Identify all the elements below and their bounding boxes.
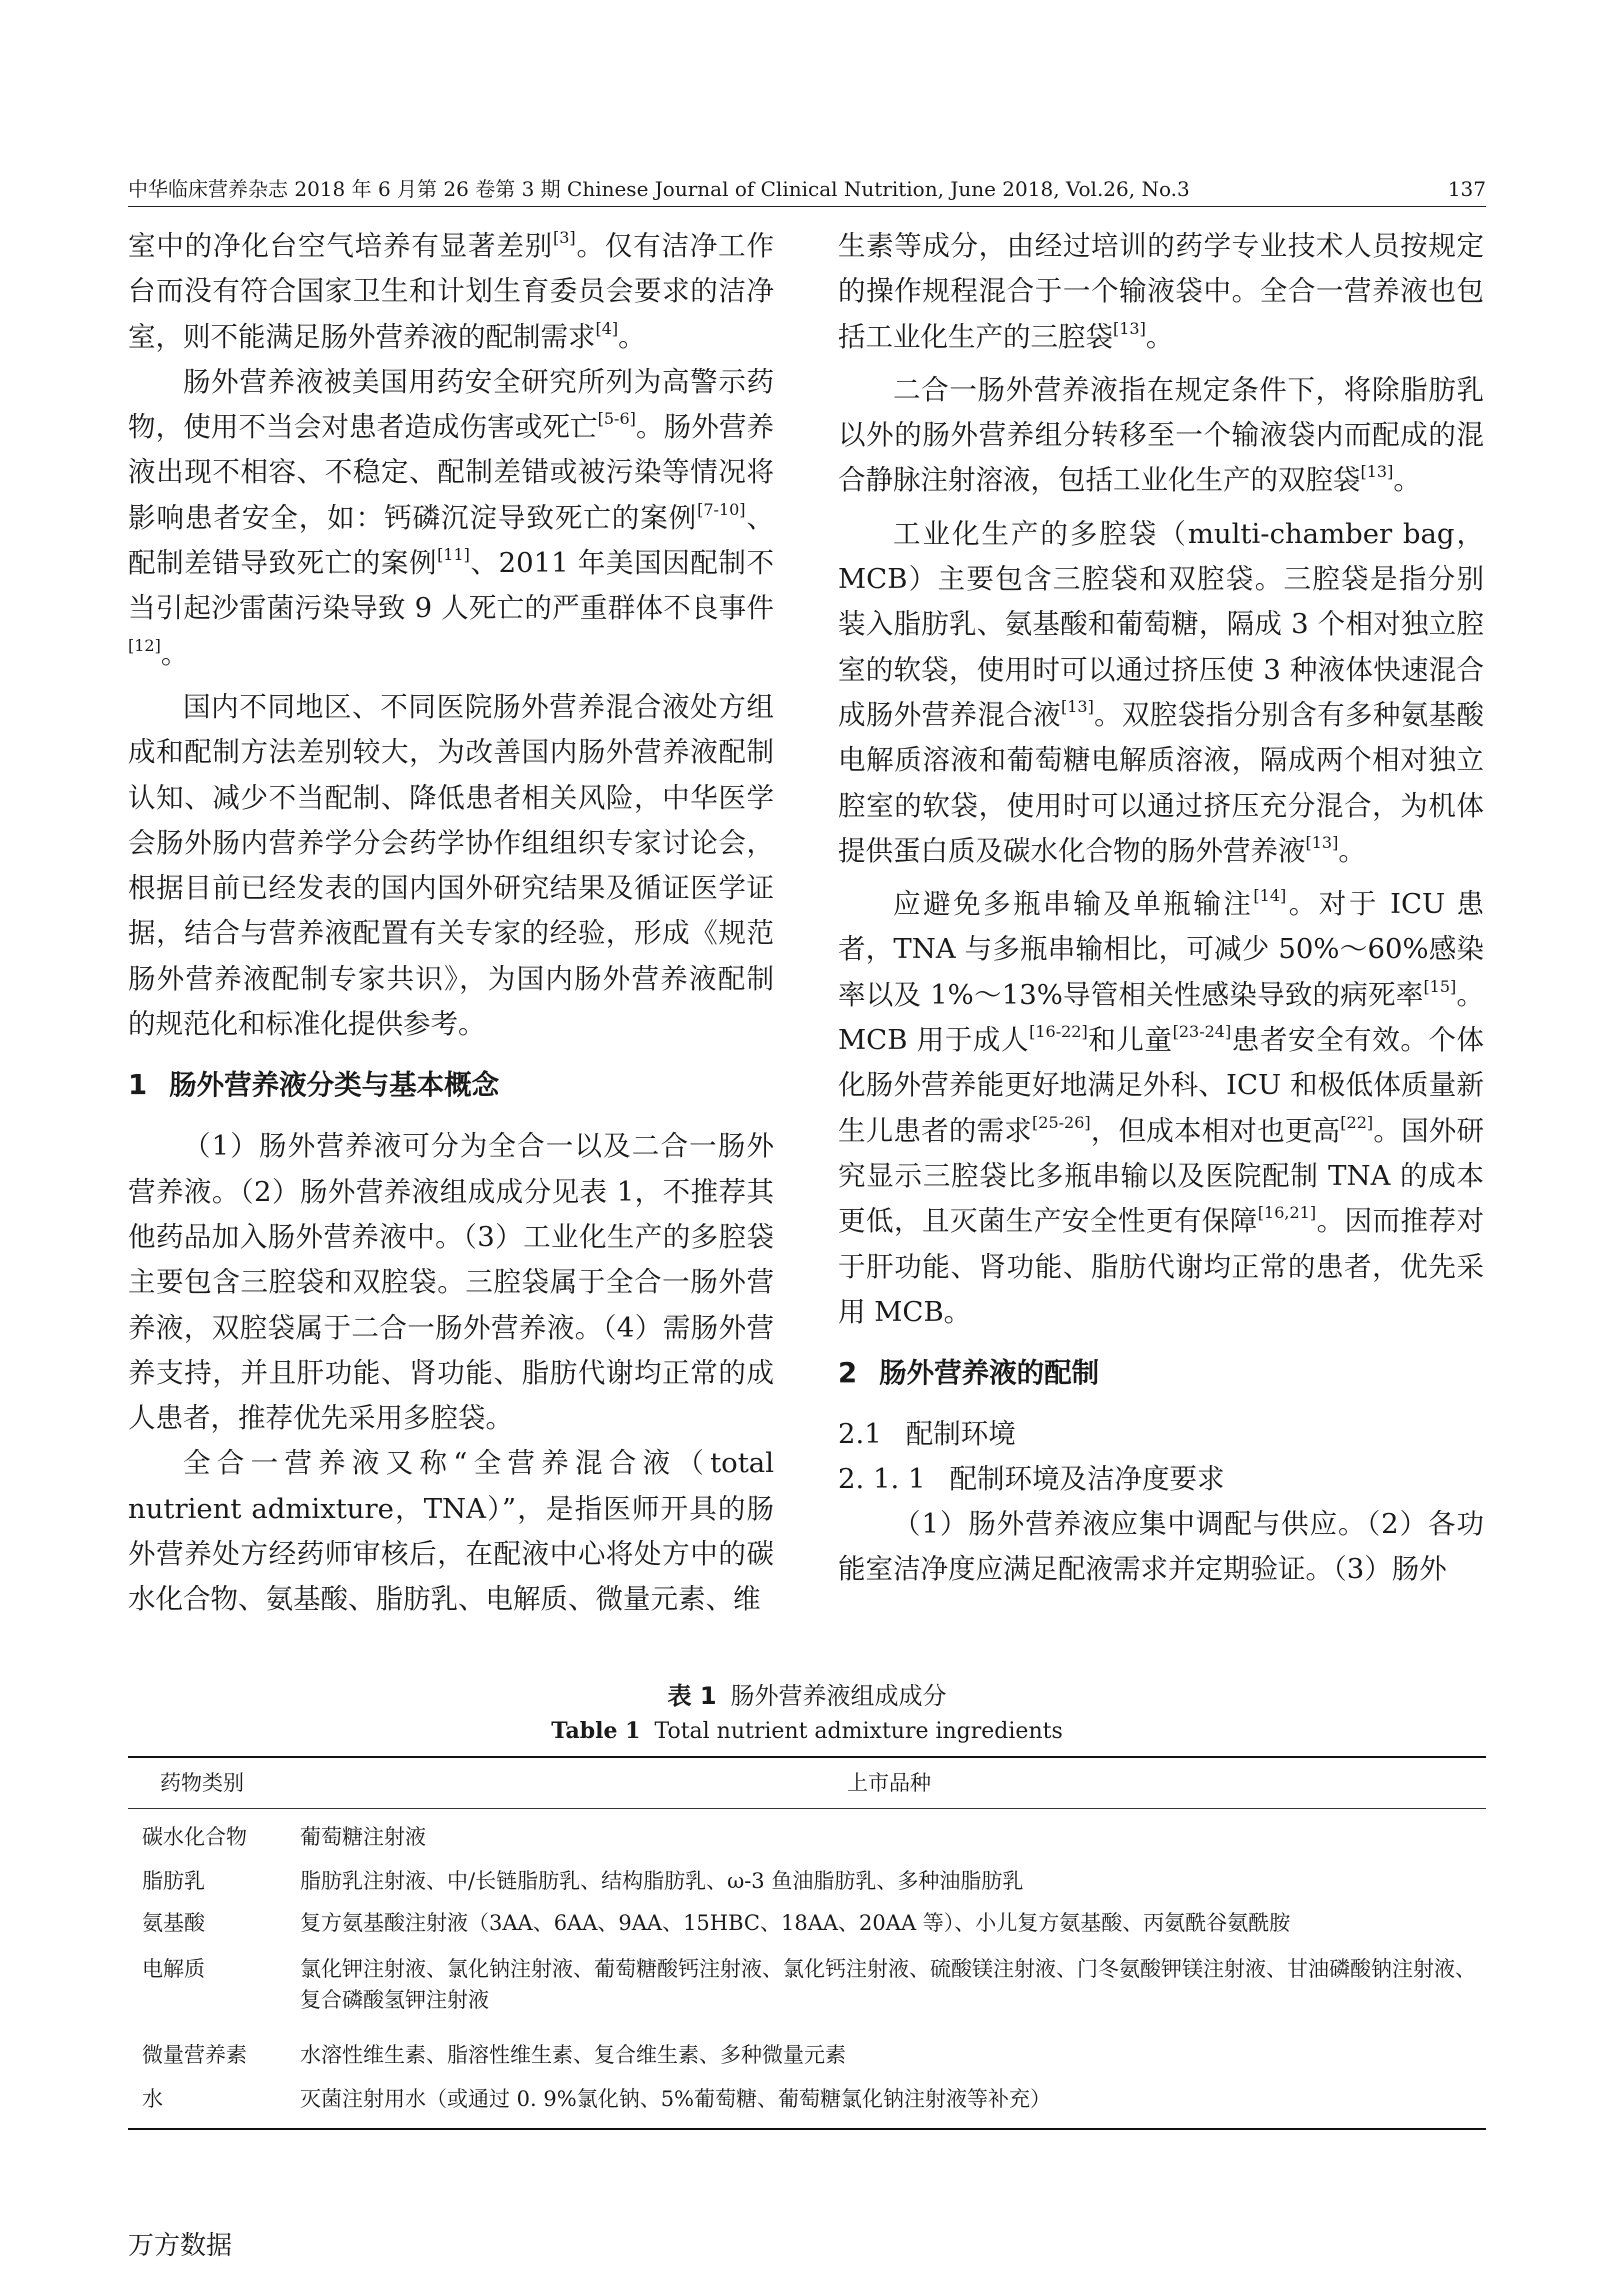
reference-mark: [5-6] xyxy=(597,409,636,429)
reference-mark: [13] xyxy=(1113,318,1146,338)
paragraph: 应避免多瓶串输及单瓶输注[14]。对于 ICU 患者，TNA 与多瓶串输相比，可减少 50%～60%感染率以及 1%～13%导管相关性感染导致的病死率[15]。MCB 用于成人[16-22]和儿童[23-24]患者安全有效。个体化肠外营养能更好地满足外科、ICU 和极低体质量新生儿患者的需求[25-26]，但成本相对也更高[22]。国外研究显示三腔袋比多瓶串输以及医院配制 TNA 的成本更低，且灭菌生产安全性更有保障[16,21]。因而推荐对于肝功能、肾功能、脂肪代谢均正常的患者，优先采用 MCB。 xyxy=(838,886,1485,1328)
subsection-heading: 2.1 配制环境 xyxy=(838,1418,1016,1451)
reference-mark: [7-10] xyxy=(697,499,746,519)
table-cell-category: 水 xyxy=(142,2087,163,2111)
paragraph: 国内不同地区、不同医院肠外营养混合液处方组成和配制方法差别较大，为改善国内肠外营养液配制认知、减少不当配制、降低患者相关风险，中华医学会肠外肠内营养学分会药学协作组组织专家讨论会，根据目前已经发表的国内国外研究结果及循证医学证据，结合与营养液配置有关专家的经验，形成《规范肠外营养液配制专家共识》，为国内肠外营养液配制的规范化和标准化提供参考。 xyxy=(128,690,774,1041)
subsubsection-heading: 2. 1. 1 配制环境及洁净度要求 xyxy=(838,1463,1225,1496)
reference-mark: [16,21] xyxy=(1257,1203,1317,1223)
table-cell-products: 复方氨基酸注射液（3AA、6AA、9AA、15HBC、18AA、20AA 等）、小儿复方氨基酸、丙氨酰谷氨酰胺 xyxy=(300,1911,1291,1935)
table-caption-en: Table 1 Total nutrient admixture ingredients xyxy=(551,1718,1063,1744)
reference-mark: [11] xyxy=(437,545,470,565)
table-cell-category: 脂肪乳 xyxy=(142,1869,205,1893)
table-cell-products: 葡萄糖注射液 xyxy=(300,1825,426,1849)
paragraph: 全合一营养液又称“全营养混合液（total nutrient admixture，TNA）”，是指医师开具的肠外营养处方经药师审核后，在配液中心将处方中的碳水化合物、氨基酸、脂肪乳、电解质、微量元素、维 xyxy=(128,1447,774,1616)
table-header-rule xyxy=(128,1808,1486,1809)
paragraph: 室中的净化台空气培养有显著差别[3]。仅有洁净工作台而没有符合国家卫生和计划生育委员会要求的洁净室，则不能满足肠外营养液的配制需求[4]。 xyxy=(128,228,775,353)
reference-mark: [13] xyxy=(1305,832,1339,852)
reference-mark: [25-26] xyxy=(1032,1112,1091,1132)
table-caption-cn: 表 1 肠外营养液组成成分 xyxy=(667,1682,947,1710)
table-top-rule xyxy=(128,1756,1486,1758)
reference-mark: [4] xyxy=(595,318,619,338)
paragraph: （1）肠外营养液应集中调配与供应。（2）各功能室洁净度应满足配液需求并定期验证。（3）肠外 xyxy=(838,1508,1484,1586)
table-cell-products: 水溶性维生素、脂溶性维生素、复合维生素、多种微量元素 xyxy=(300,2043,846,2067)
paragraph: 生素等成分，由经过培训的药学专业技术人员按规定的操作规程混合于一个输液袋中。全合一营养液也包括工业化生产的三腔袋[13]。 xyxy=(838,230,1484,353)
table-cell-category: 氨基酸 xyxy=(142,1911,205,1935)
table-header-category: 药物类别 xyxy=(160,1771,244,1795)
page-number: 137 xyxy=(1447,177,1486,201)
table-cell-category: 电解质 xyxy=(142,1957,205,1981)
table-bottom-rule xyxy=(128,2128,1486,2130)
table-cell-category: 微量营养素 xyxy=(142,2043,247,2067)
reference-mark: [22] xyxy=(1340,1112,1374,1132)
left-column xyxy=(128,224,774,1623)
reference-mark: [13] xyxy=(1360,462,1394,482)
paragraph: 二合一肠外营养液指在规定条件下，将除脂肪乳以外的肠外营养组分转移至一个输液袋内而配成的混合静脉注射溶液，包括工业化生产的双腔袋[13]。 xyxy=(838,373,1484,497)
reference-mark: [16-22] xyxy=(1029,1022,1088,1042)
paragraph: 肠外营养液被美国用药安全研究所列为高警示药物，使用不当会对患者造成伤害或死亡[5-6]。肠外营养液出现不相容、不稳定、配制差错或被污染等情况将影响患者安全，如：钙磷沉淀导致死亡的案例[7-10]、配制差错导致死亡的案例[11]、2011 年美国因配制不当引起沙雷菌污染导致 9 人死亡的严重群体不良事件[12]。 xyxy=(128,365,775,670)
paragraph: （1）肠外营养液可分为全合一以及二合一肠外营养液。（2）肠外营养液组成成分见表 1，不推荐其他药品加入肠外营养液中。（3）工业化生产的多腔袋主要包含三腔袋和双腔袋。三腔袋属于全合一肠外营养液，双腔袋属于二合一肠外营养液。（4）需肠外营养支持，并且肝功能、肾功能、脂肪代谢均正常的成人患者，推荐优先采用多腔袋。 xyxy=(128,1130,774,1435)
right-column xyxy=(838,224,1484,1593)
journal-citation: 中华临床营养杂志 2018 年 6 月第 26 卷第 3 期 Chinese Journal of Clinical Nutrition, June 2018, Vol.26, No.3 xyxy=(128,177,1190,201)
table-header-products: 上市品种 xyxy=(847,1771,931,1795)
table-cell-products: 脂肪乳注射液、中/长链脂肪乳、结构脂肪乳、ω-3 鱼油脂肪乳、多种油脂肪乳 xyxy=(300,1869,1024,1893)
header-rule xyxy=(128,206,1486,207)
reference-mark: [3] xyxy=(553,228,576,247)
table-cell-category: 碳水化合物 xyxy=(142,1825,247,1849)
section-heading: 1 肠外营养液分类与基本概念 xyxy=(128,1069,500,1102)
reference-mark: [23-24] xyxy=(1172,1022,1232,1042)
table-cell-products: 灭菌注射用水（或通过 0. 9%氯化钠、5%葡萄糖、葡萄糖氯化钠注射液等补充） xyxy=(300,2087,1052,2111)
reference-mark: [12] xyxy=(128,635,161,655)
running-header xyxy=(128,176,1486,202)
reference-mark: [13] xyxy=(1060,696,1094,716)
table-cell-products: 氯化钾注射液、氯化钠注射液、葡萄糖酸钙注射液、氯化钙注射液、硫酸镁注射液、门冬氨酸钾镁注射液、甘油磷酸钠注射液、复合磷酸氢钾注射液 xyxy=(300,1957,1476,2012)
reference-mark: [14] xyxy=(1253,886,1287,906)
section-heading: 2 肠外营养液的配制 xyxy=(838,1357,1100,1390)
paragraph: 工业化生产的多腔袋（multi-chamber bag，MCB）主要包含三腔袋和双腔袋。三腔袋是指分别装入脂肪乳、氨基酸和葡萄糖，隔成 3 个相对独立腔室的软袋，使用时可以通过挤压使 3 种液体快速混合成肠外营养混合液[13]。双腔袋指分别含有多种氨基酸电解质溶液和葡萄糖电解质溶液，隔成两个相对独立腔室的软袋，使用时可以通过挤压充分混合，为机体提供蛋白质及碳水化合物的肠外营养液[13]。 xyxy=(838,517,1485,867)
watermark-text: 万方数据 xyxy=(128,2231,233,2261)
reference-mark: [15] xyxy=(1423,976,1457,996)
